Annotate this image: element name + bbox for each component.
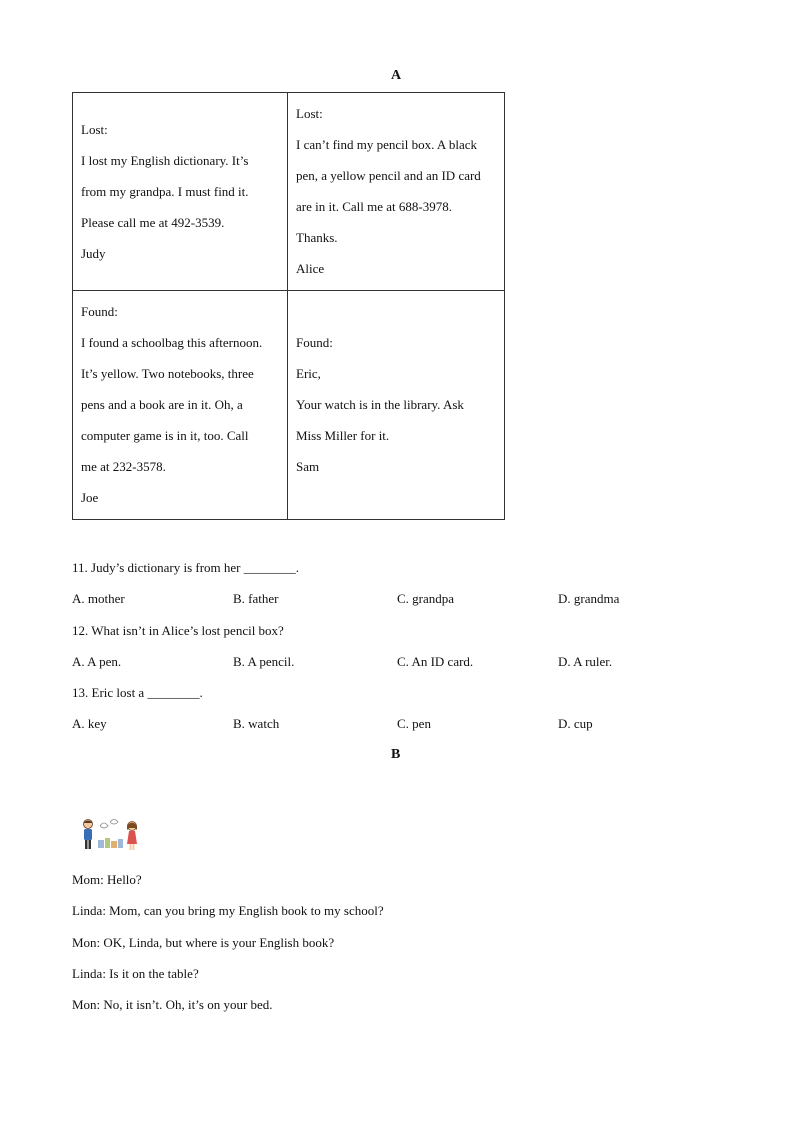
section-b-title: B (391, 747, 401, 762)
notice-line: Thanks. (296, 230, 338, 245)
question-stem: 13. Eric lost a ________. (72, 685, 203, 700)
dialogue-line: Mon: No, it isn’t. Oh, it’s on your bed. (72, 997, 273, 1012)
girl-dress (127, 831, 137, 844)
house-icon (111, 841, 117, 848)
answer-option[interactable]: A. key (72, 716, 107, 731)
notice-line: It’s yellow. Two notebooks, three (81, 366, 254, 381)
notice-line: are in it. Call me at 688-3978. (296, 199, 452, 214)
dialogue-line: Mom: Hello? (72, 872, 142, 887)
answer-option[interactable]: B. watch (233, 716, 280, 731)
dialogue-line: Linda: Mom, can you bring my English book to my school? (72, 903, 384, 918)
speech-swirl-icon (110, 820, 118, 825)
notice-line: Found: (81, 304, 118, 319)
boy-leg (89, 840, 92, 849)
notice-line: Please call me at 492-3539. (81, 215, 225, 230)
notice-line: Judy (81, 246, 106, 261)
dialogue-line: Mon: OK, Linda, but where is your English book? (72, 935, 335, 950)
answer-option[interactable]: A. mother (72, 591, 125, 606)
notice-line: me at 232-3578. (81, 459, 166, 474)
children-illustration (80, 818, 144, 852)
notice-line: computer game is in it, too. Call (81, 428, 249, 443)
notice-line: Miss Miller for it. (296, 428, 390, 443)
section-a-title: A (391, 68, 402, 83)
boy-shirt (84, 829, 92, 840)
house-icon (118, 839, 123, 848)
girl-leg (133, 844, 135, 850)
notice-line: Joe (81, 490, 99, 505)
notice-joe (73, 291, 288, 520)
answer-option[interactable]: D. grandma (558, 591, 620, 606)
notice-line: Your watch is in the library. Ask (296, 397, 464, 412)
notice-line: I found a schoolbag this afternoon. (81, 335, 263, 350)
notice-line: Found: (296, 335, 333, 350)
notice-line: Lost: (296, 106, 323, 121)
notice-line: pens and a book are in it. Oh, a (81, 397, 243, 412)
answer-option[interactable]: A. A pen. (72, 654, 122, 669)
notice-line: Eric, (296, 366, 321, 381)
question-stem: 11. Judy’s dictionary is from her ________. (72, 560, 299, 575)
answer-option[interactable]: D. cup (558, 716, 593, 731)
notice-line: Sam (296, 459, 320, 474)
answer-option[interactable]: C. An ID card. (397, 654, 474, 669)
notice-line: Lost: (81, 122, 108, 137)
notice-line: I lost my English dictionary. It’s (81, 153, 249, 168)
house-icon (98, 840, 104, 848)
notice-line: Alice (296, 261, 325, 276)
lost-found-table (72, 92, 505, 520)
house-icon (105, 838, 110, 848)
answer-option[interactable]: B. A pencil. (233, 654, 295, 669)
answer-option[interactable]: D. A ruler. (558, 654, 613, 669)
answer-option[interactable]: C. grandpa (397, 591, 455, 606)
notice-alice (288, 93, 505, 291)
notice-line: I can’t find my pencil box. A black (296, 137, 477, 152)
dialogue-line: Linda: Is it on the table? (72, 966, 199, 981)
girl-leg (130, 844, 132, 850)
boy-leg (85, 840, 88, 849)
speech-swirl-icon (100, 823, 108, 828)
answer-option[interactable]: C. pen (397, 716, 431, 731)
answer-option[interactable]: B. father (233, 591, 279, 606)
notice-line: pen, a yellow pencil and an ID card (296, 168, 481, 183)
notice-line: from my grandpa. I must find it. (81, 184, 249, 199)
question-stem: 12. What isn’t in Alice’s lost pencil box? (72, 623, 284, 638)
notice-judy (73, 93, 288, 291)
notice-sam (288, 291, 505, 520)
